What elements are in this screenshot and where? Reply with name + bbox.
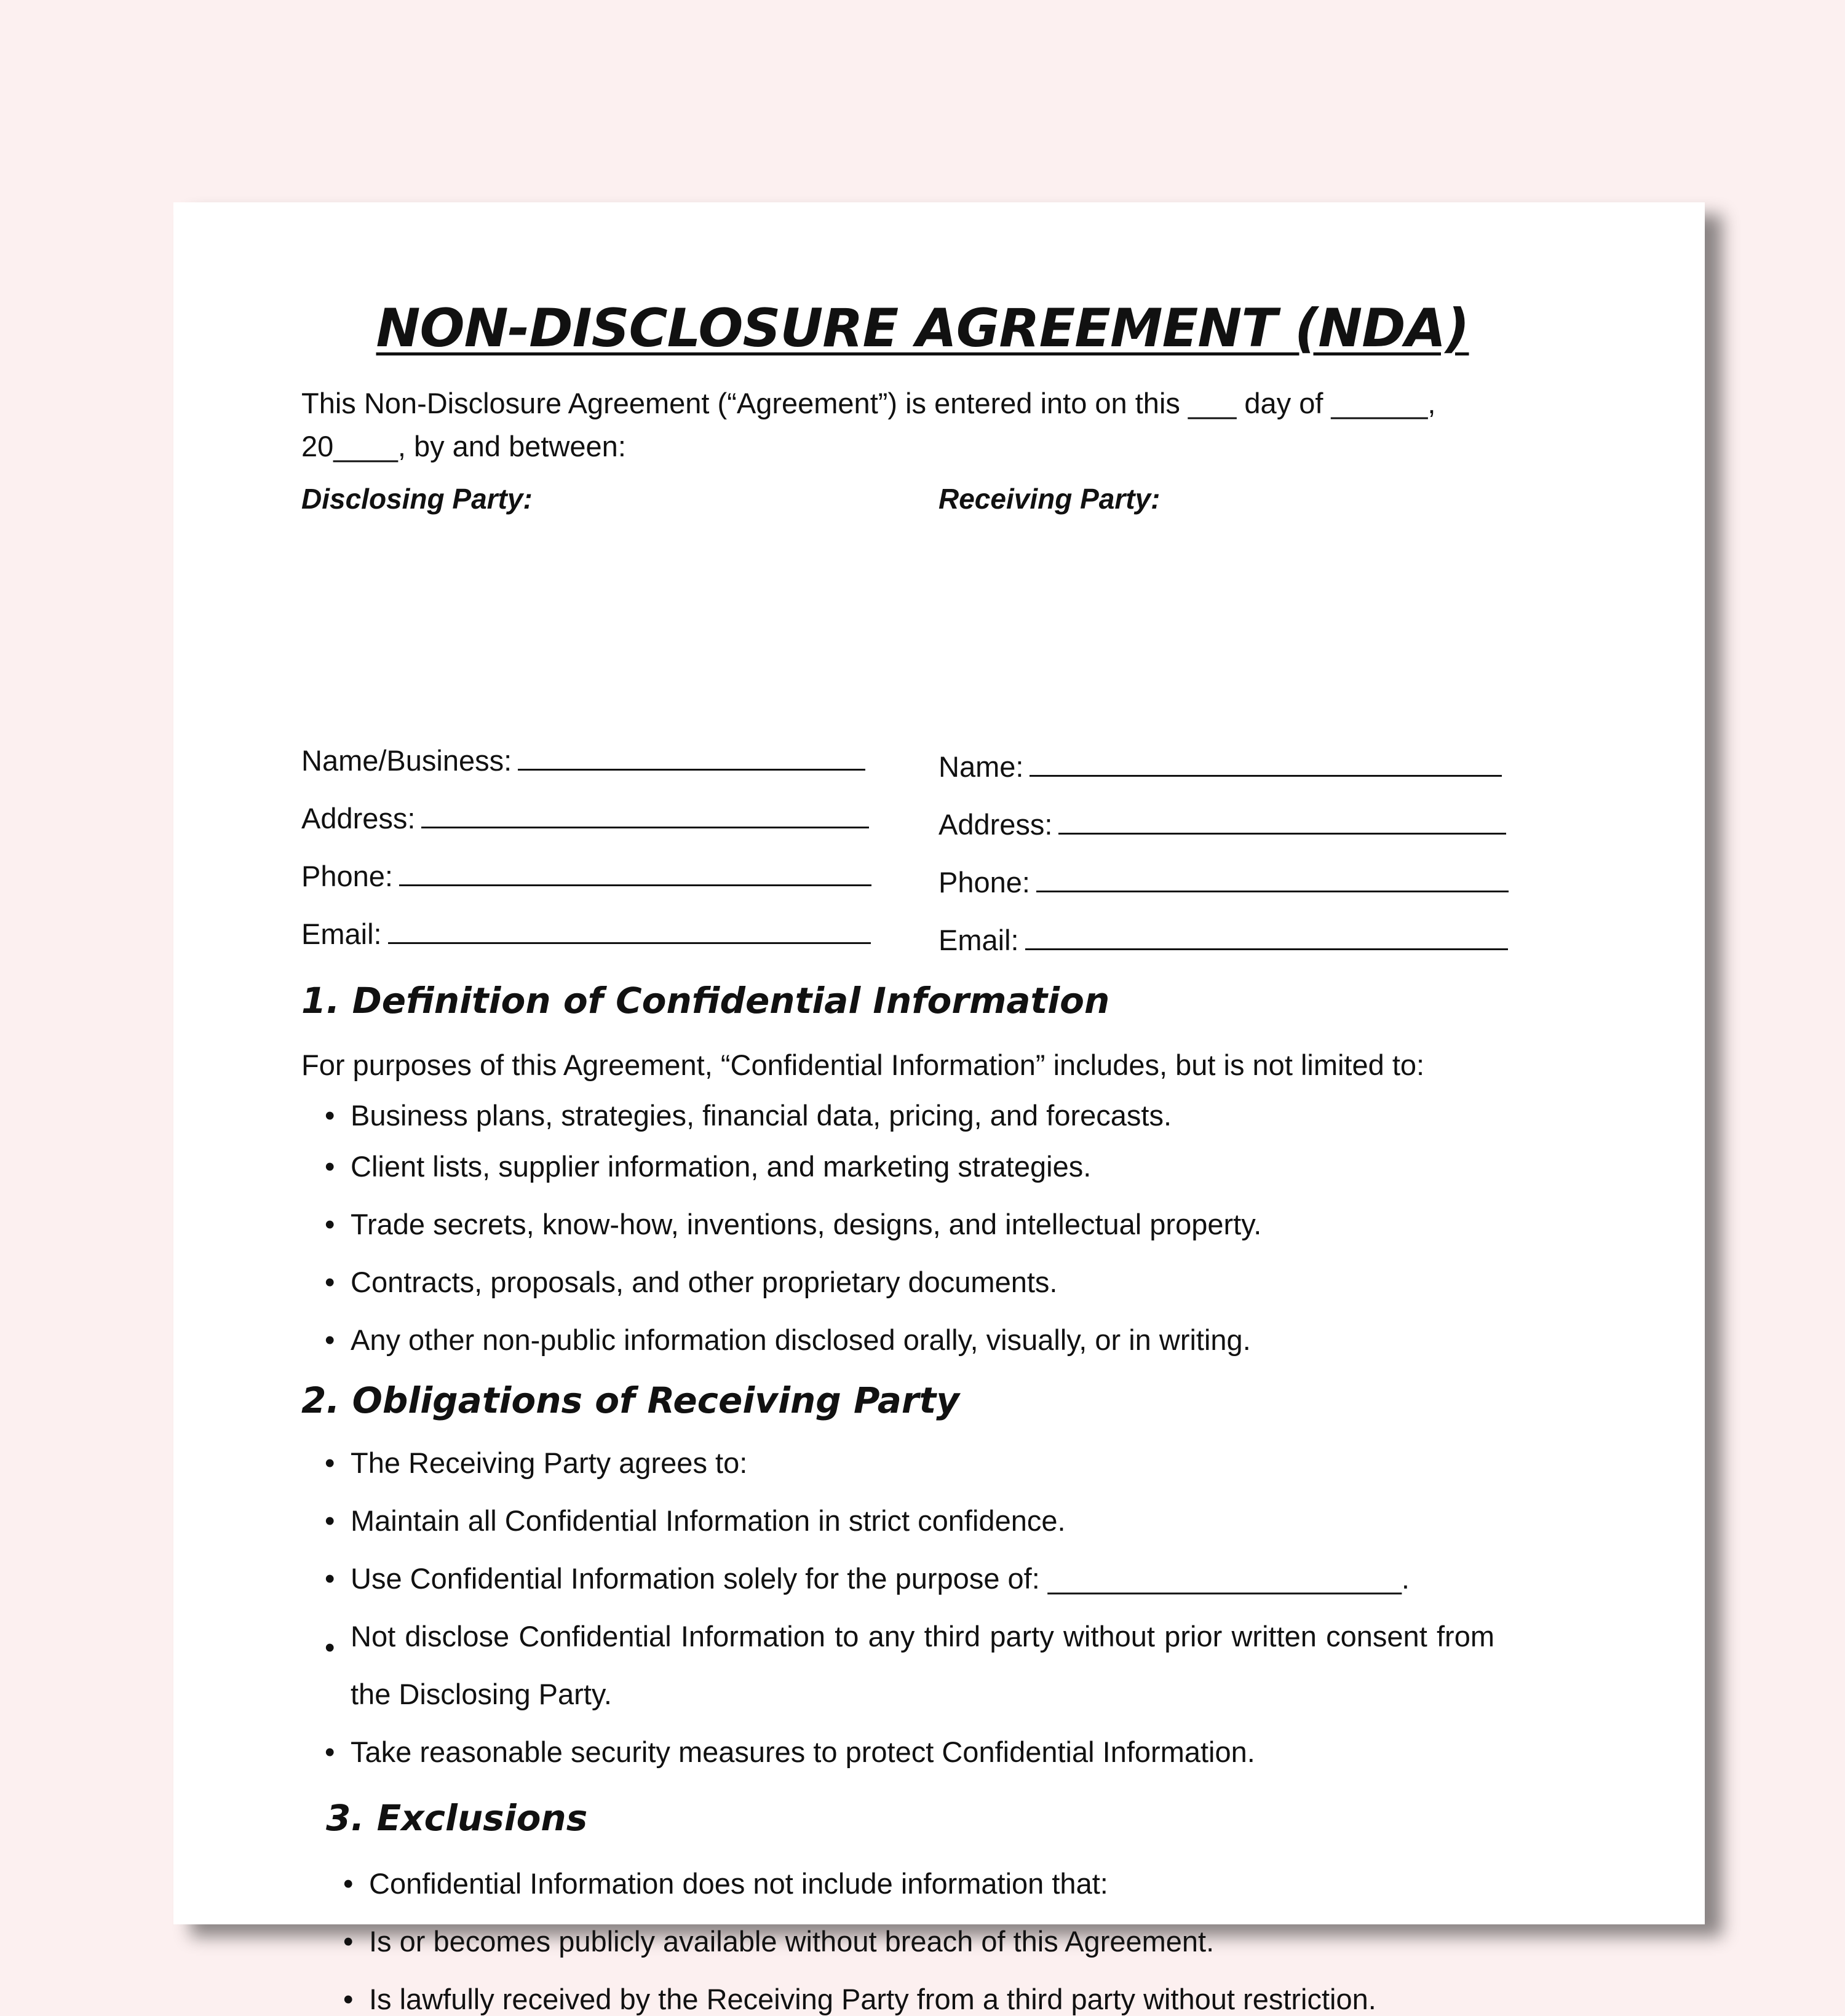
bullet-icon: • (325, 1504, 335, 1537)
fill-line[interactable] (388, 918, 871, 944)
section-1-lead: For purposes of this Agreement, “Confidential Information” includes, but is not limited to: (301, 1049, 1425, 1081)
list-item: • Maintain all Confidential Information in strict confidence. (325, 1504, 1066, 1537)
field-label: Phone: (938, 866, 1030, 899)
list-item: • Client lists, supplier information, and marketing strategies. (325, 1150, 1092, 1183)
field-label: Phone: (301, 860, 393, 892)
list-item: • Use Confidential Information solely for the purpose of: ______________________. (325, 1562, 1410, 1595)
list-item: • Is or becomes publicly available without breach of this Agreement. (343, 1925, 1215, 1958)
bullet-icon: • (343, 1867, 354, 1900)
document-page (173, 202, 1705, 2015)
bullet-icon: • (325, 1323, 335, 1356)
fill-line[interactable] (1058, 808, 1506, 835)
fill-line[interactable] (1036, 866, 1509, 892)
field-label: Email: (301, 918, 382, 950)
field-label: Address: (938, 808, 1053, 841)
bullet-icon: • (325, 1631, 335, 1664)
disclosing-name-field[interactable] (301, 744, 865, 777)
receiving-party-heading: Receiving Party: (938, 483, 1161, 515)
list-item: • Any other non-public information disclosed orally, visually, or in writing. (325, 1323, 1251, 1356)
list-item: • Not disclose Confidential Information to any third party without prior written consent from the Disclosing Party. (325, 1620, 1494, 1710)
disclosing-address-field[interactable] (301, 801, 869, 835)
field-label: Name: (938, 750, 1024, 783)
fill-line[interactable] (1030, 750, 1502, 777)
list-item: • Trade secrets, know-how, inventions, designs, and intellectual property. (325, 1208, 1262, 1240)
field-label: Address: (301, 802, 416, 835)
bullet-icon: • (325, 1208, 335, 1240)
disclosing-email-field[interactable] (301, 917, 871, 951)
disclosing-phone-field[interactable] (301, 859, 871, 893)
bullet-icon: • (343, 1925, 354, 1958)
field-label: Email: (938, 924, 1019, 956)
section-3-heading: 3. Exclusions (326, 1797, 588, 1839)
list-item: • Take reasonable security measures to protect Confidential Information. (325, 1736, 1255, 1768)
receiving-phone-field[interactable] (938, 865, 1509, 899)
fill-line[interactable] (518, 744, 865, 771)
list-item: • The Receiving Party agrees to: (325, 1447, 748, 1479)
bullet-icon: • (325, 1562, 335, 1595)
bullet-icon: • (325, 1099, 335, 1132)
fill-line[interactable] (1025, 924, 1508, 950)
section-1-heading: 1. Definition of Confidential Information (301, 980, 1110, 1022)
section-2-heading: 2. Obligations of Receiving Party (301, 1379, 960, 1421)
bullet-icon: • (325, 1447, 335, 1479)
receiving-name-field[interactable] (938, 750, 1502, 784)
bullet-icon: • (325, 1736, 335, 1768)
bullet-icon: • (343, 1983, 354, 2015)
intro-paragraph: This Non-Disclosure Agreement (“Agreement”) is entered into on this ___ day of ______, 20____, by and between: (301, 387, 1436, 462)
list-item: • Confidential Information does not include information that: (343, 1867, 1108, 1900)
list-item: • Contracts, proposals, and other proprietary documents. (325, 1266, 1058, 1298)
field-label: Name/Business: (301, 744, 512, 777)
list-item: • Is lawfully received by the Receiving Party from a third party without restriction. (343, 1983, 1376, 2015)
disclosing-party-heading: Disclosing Party: (301, 483, 533, 515)
receiving-email-field[interactable] (938, 923, 1508, 957)
bullet-icon: • (325, 1266, 335, 1298)
bullet-icon: • (325, 1150, 335, 1183)
fill-line[interactable] (399, 860, 871, 886)
receiving-address-field[interactable] (938, 808, 1506, 841)
document-title: NON-DISCLOSURE AGREEMENT (NDA) (376, 298, 1469, 359)
list-item: • Business plans, strategies, financial data, pricing, and forecasts. (325, 1099, 1172, 1132)
fill-line[interactable] (421, 802, 869, 828)
